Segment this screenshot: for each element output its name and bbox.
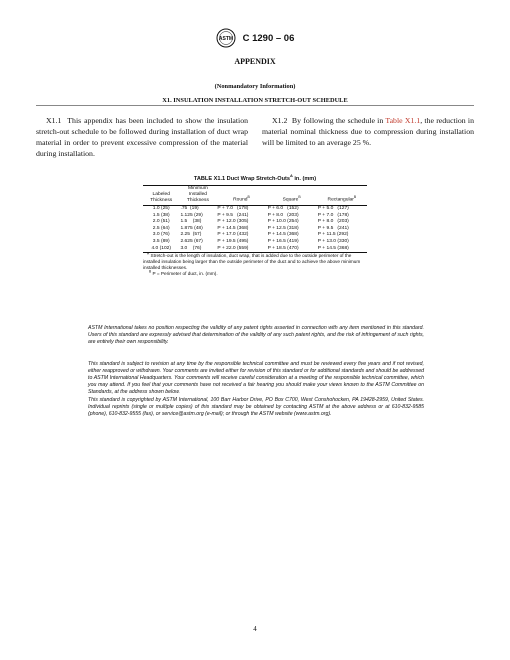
table-cell: .75 (19) bbox=[180, 206, 199, 211]
revision-notice: This standard is subject to revision at any time by the responsible technical committee and must be reviewed every five years and if not revised, either reapproved or withdrawn. Your comments are invited either for revision of this standard or for additional standards and should be addressed to ASTM International Headquarters. Your comments will receive careful consideration at a meeting of the responsible technical committee, which you may attend. If you feel that your comments have not received a fair hearing you should make your views known to the ASTM Committee on Standards, at the address shown below. bbox=[88, 361, 424, 395]
table-cell: P + 12.0 (305) bbox=[217, 219, 249, 225]
footnote-b: $^B$ P = Perimeter of duct, in. (mm). bbox=[149, 269, 218, 276]
table-x1-1-link[interactable]: Table X1.1 bbox=[385, 116, 421, 125]
table-row bbox=[143, 246, 367, 253]
standard-code: C 1290 – 06 bbox=[242, 32, 295, 44]
table-cell: P + 9.5 (241) bbox=[317, 225, 349, 231]
table-cell: P + 22.0 (559) bbox=[216, 246, 266, 253]
astm-logo-icon bbox=[216, 28, 236, 48]
table-cell: 1.0 (25) bbox=[152, 206, 170, 211]
table-cell: 1.125 (29) bbox=[180, 212, 203, 218]
table-cell: 2.0 (51) bbox=[152, 219, 170, 225]
table-cell: 1.875 (48) bbox=[180, 225, 203, 231]
paragraph-number: X1.2 bbox=[272, 116, 288, 125]
paragraph-text: By following the schedule in bbox=[291, 116, 386, 125]
table-cell: P + 12.5 (318) bbox=[267, 225, 299, 231]
page-header bbox=[0, 28, 510, 48]
table-cell: 1.5 (38) bbox=[180, 219, 202, 225]
patent-notice: ASTM International takes no position respecting the validity of any patent rights asserted in connection with any item mentioned in this standard. Users of this standard are expressly advised that determination of the validity of any such patent rights, and the risk of infringement of such rights, are entirely their own responsibility. bbox=[88, 325, 424, 345]
paragraph-x1-2 bbox=[262, 115, 474, 148]
svg-text:ASTM: ASTM bbox=[218, 36, 233, 42]
table-row bbox=[143, 239, 367, 246]
caption-text: TABLE X1.1 Duct Wrap Stretch-Outs bbox=[193, 176, 290, 182]
table-cell: P + 14.5 (368) bbox=[317, 246, 367, 253]
table-cell: P + 14.5 (368) bbox=[267, 232, 299, 238]
table-cell: P + 10.0 (254) bbox=[267, 219, 299, 225]
table-cell: P + 6.0 (152) bbox=[267, 206, 299, 211]
header-square: Square$^B$ bbox=[267, 186, 317, 206]
table-cell: 2.625 (67) bbox=[180, 238, 203, 244]
table-cell: 3.0 (76) bbox=[179, 246, 216, 253]
appendix-title: APPENDIX bbox=[234, 57, 276, 66]
header-rectangular: Rectangular$^B$ bbox=[317, 186, 367, 206]
paragraph-x1-1 bbox=[36, 115, 248, 159]
table-cell: P + 13.0 (330) bbox=[317, 238, 349, 244]
table-cell: P + 18.5 (470) bbox=[267, 246, 317, 253]
caption-unit: in. (mm) bbox=[292, 176, 317, 182]
header-labeled-thickness: Labeled Thickness bbox=[143, 186, 179, 206]
header-round: Round$^B$ bbox=[216, 186, 266, 206]
section-heading: X1. INSULATION INSTALLATION STRETCH-OUT SCHEDULE bbox=[162, 97, 348, 104]
table-cell: P + 8.0 (203) bbox=[267, 212, 299, 218]
table-cell: 4.0 (102) bbox=[143, 246, 179, 253]
caption-footnote-mark: A bbox=[290, 173, 293, 179]
table-cell: 2.25 (57) bbox=[180, 232, 202, 238]
table-cell: 3.0 (76) bbox=[152, 232, 170, 238]
paragraph-text: , the reduction in material nominal thickness due to compression during installation will be limited to an average 25 %. bbox=[262, 116, 474, 147]
table-cell: 3.5 (89) bbox=[152, 238, 170, 244]
table-row bbox=[143, 219, 367, 226]
table-cell: P + 7.0 (178) bbox=[217, 206, 249, 211]
paragraph-text: This appendix has been included to show the insulation stretch-out schedule to be followed during installation of duct wrap material in order to prevent excessive compression of the material during installation. bbox=[36, 116, 248, 158]
table-row bbox=[143, 232, 367, 239]
header-minimum-installed-thickness: Minimum Installed Thickness bbox=[179, 186, 216, 206]
table-cell: P + 11.5 (292) bbox=[317, 232, 349, 238]
table-cell: 2.5 (64) bbox=[152, 225, 170, 231]
stretch-out-table bbox=[143, 185, 367, 253]
table-cell: 1.5 (38) bbox=[152, 212, 170, 218]
table-cell: P + 5.0 (127) bbox=[317, 206, 349, 211]
footnote-a: $^A$ Stretch-out is the length of insulation, duct wrap, that is added due to the outside perimeter of the installed insulation being larger than the outside perimeter of the duct and to achieve the above minimum installed thicknesses. bbox=[143, 251, 361, 270]
table-cell: P + 14.5 (368) bbox=[217, 225, 249, 231]
section-rule bbox=[36, 105, 474, 106]
table-caption bbox=[0, 173, 510, 182]
copyright-notice: This standard is copyrighted by ASTM International, 100 Barr Harbor Drive, PO Box C700, West Conshohocken, PA 19428-2959, United States. Individual reprints (single or multiple copies) of this standard may be obtained by contacting ASTM at the above address or at 610-832-9585 (phone), 610-832-9555 (fax), or service@astm.org (e-mail); or through the ASTM website (www.astm.org). bbox=[88, 397, 424, 417]
nonmandatory-label: (Nonmandatory Information) bbox=[214, 83, 296, 90]
table-cell: P + 19.5 (495) bbox=[217, 238, 249, 244]
table-cell: P + 17.0 (432) bbox=[217, 232, 249, 238]
table-cell: P + 9.5 (241) bbox=[217, 212, 249, 218]
paragraph-number: X1.1 bbox=[46, 116, 62, 125]
table-cell: P + 16.5 (419) bbox=[267, 238, 299, 244]
table-cell: P + 7.0 (178) bbox=[317, 212, 349, 218]
table-row bbox=[143, 206, 367, 213]
table-footnotes bbox=[143, 253, 367, 277]
table-cell: P + 8.0 (203) bbox=[317, 219, 349, 225]
page-number: 4 bbox=[253, 625, 257, 633]
